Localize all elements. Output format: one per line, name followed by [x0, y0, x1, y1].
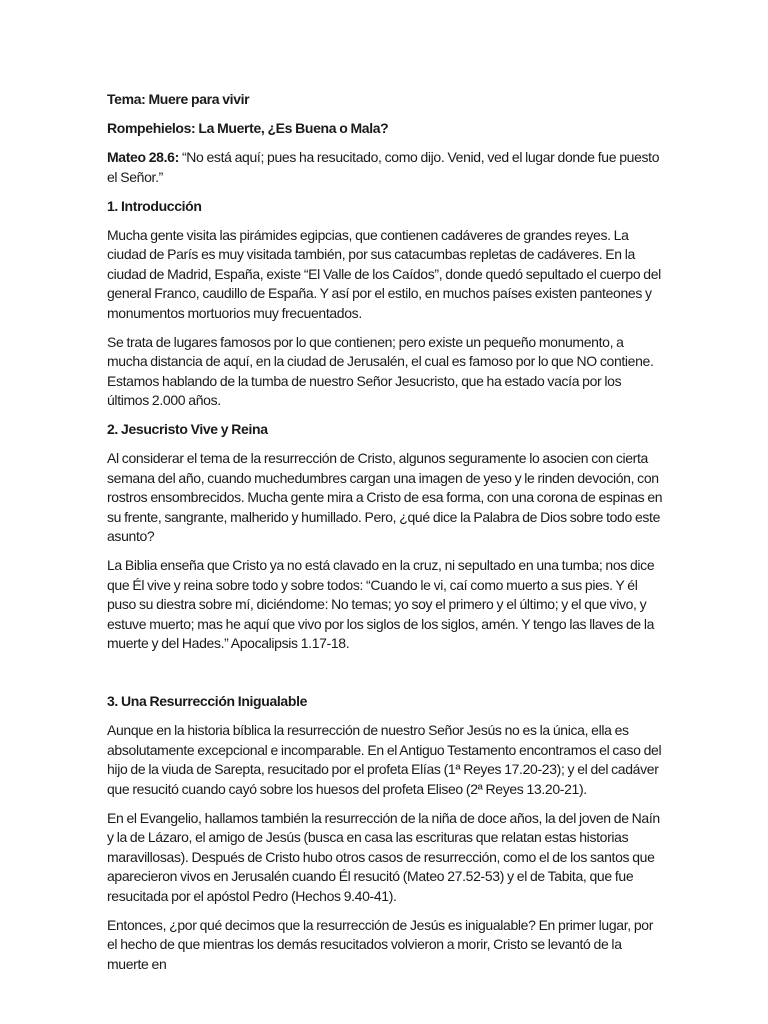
section-heading-jesucristo-vive: 2. Jesucristo Vive y Reina [107, 421, 268, 437]
paragraph: Mucha gente visita las pirámides egipcias, que contienen cadáveres de grandes reyes. La ciudad de París es muy visitada también, por sus catacumbas repletas de cadáveres. En la ciudad de Madrid, España, existe “El Valle de los Caídos”, donde quedó sepultado el cuerpo del general Franco, caudillo de España. Y así por el estilo, en muchos países existen panteones y monumentos mortuorios muy frecuentados. [107, 226, 661, 321]
section-heading-resurreccion-inigualable: 3. Una Resurrección Inigualable [107, 693, 308, 709]
key-verse [107, 148, 663, 187]
icebreaker-title: Rompehielos: La Muerte, ¿Es Buena o Mala? [107, 120, 389, 136]
paragraph: Entonces, ¿por qué decimos que la resurrección de Jesús es inigualable? En primer lugar, por el hecho de que mientras los demás resucitados volvieron a morir, Cristo se levantó de la muerte en [107, 916, 654, 972]
verse-text: “No está aquí; pues ha resucitado, como dijo. Venid, ved el lugar donde fue puesto el Señor.” [107, 149, 660, 185]
paragraph: Al considerar el tema de la resurrección de Cristo, algunos seguramente lo asocien con cierta semana del año, cuando muchedumbres cargan una imagen de yeso y le rinden devoción, con rostros ensombrecidos. Mucha gente mira a Cristo de esa forma, con una corona de espinas en su frente, sangrante, malherido y humillado. Pero, ¿qué dice la Palabra de Dios sobre todo este asunto? [107, 450, 663, 544]
paragraph: En el Evangelio, hallamos también la resurrección de la niña de doce años, la del joven de Naín y la de Lázaro, el amigo de Jesús (busca en casa las escrituras que relatan estas historias maravillosas). Después de Cristo hubo otros casos de resurrección, como el de los santos que aparecieron vivos en Jerusalén cuando Él resucitó (Mateo 27.52-53) y el de Tabita, que fue resucitada por el apóstol Pedro (Hechos 9.40-41). [107, 809, 660, 904]
paragraph: La Biblia enseña que Cristo ya no está clavado en la cruz, ni sepultado en una tumba; nos dice que Él vive y reina sobre todo y sobre todos: “Cuando le vi, caí como muerto a sus pies. Y él puso su diestra sobre mí, diciéndome: No temas; yo soy el primero y el último; y el que vivo, y estuve muerto; mas he aquí que vivo por los siglos de los siglos, amén. Y tengo las llaves de la muerte y del Hades.” Apocalipsis 1.17-18. [107, 557, 655, 651]
document-page [107, 90, 663, 984]
paragraph: Aunque en la historia bíblica la resurrección de nuestro Señor Jesús no es la única, ella es absolutamente excepcional e incomparable. En el Antiguo Testamento encontramos el caso del hijo de la viuda de Sarepta, resucitado por el profeta Elías (1ª Reyes 17.20-23); y el del cadáver que resucitó cuando cayó sobre los huesos del profeta Eliseo (2ª Reyes 13.20-21). [107, 722, 662, 797]
document-theme: Tema: Muere para vivir [107, 91, 250, 107]
verse-reference: Mateo 28.6: [107, 149, 179, 165]
paragraph: Se trata de lugares famosos por lo que contienen; pero existe un pequeño monumento, a mucha distancia de aquí, en la ciudad de Jerusalén, el cual es famoso por lo que NO contiene. Estamos hablando de la tumba de nuestro Señor Jesucristo, que ha estado vacía por los últimos 2.000 años. [107, 333, 654, 408]
blank-line [107, 663, 663, 692]
section-heading-introduccion: 1. Introducción [107, 197, 202, 214]
